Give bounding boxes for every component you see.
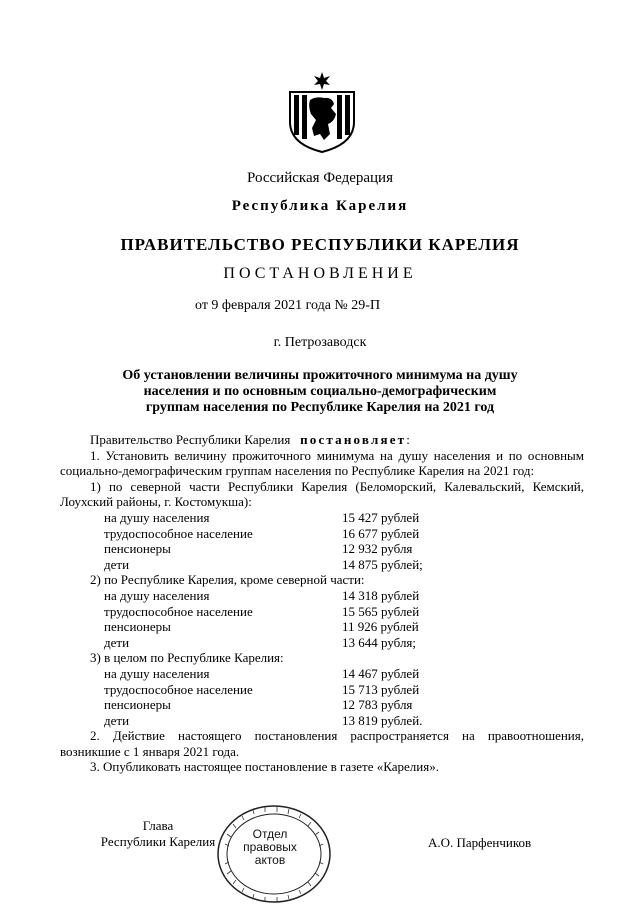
subject-line: группам населения по Республике Карелия на 2021 год xyxy=(145,400,495,415)
section-3-table xyxy=(60,666,584,728)
subject-line: населения и по основным социально-демографическим xyxy=(143,384,497,399)
stamp-line: Отдел xyxy=(252,827,288,841)
row-value: 16 677 рублей xyxy=(342,525,420,541)
signatory-name: А.О. Парфенчиков xyxy=(428,835,532,850)
row-label: пенсионеры xyxy=(104,541,171,557)
coat-of-arms-icon xyxy=(284,70,360,154)
table-row xyxy=(60,526,584,542)
row-label: на душу населения xyxy=(104,509,210,525)
subject-line: Об установлении величины прожиточного минимума на душу xyxy=(122,368,518,383)
row-label: дети xyxy=(104,634,130,650)
table-row xyxy=(60,541,584,557)
row-label: дети xyxy=(104,712,130,728)
signatory-title-line: Глава xyxy=(142,818,174,833)
item-3: 3. Опубликовать настоящее постановление в газете «Карелия». xyxy=(90,759,439,775)
row-value: 15 565 рублей xyxy=(342,603,420,619)
row-label: пенсионеры xyxy=(104,697,171,713)
row-value: 12 783 рубля xyxy=(342,697,413,713)
stamp-text xyxy=(230,828,310,867)
row-label: трудоспособное население xyxy=(104,525,253,541)
table-row xyxy=(60,588,584,604)
row-value: 14 467 рублей xyxy=(342,665,420,681)
signatory-title-line: Республики Карелия xyxy=(100,834,216,849)
row-label: на душу населения xyxy=(104,665,210,681)
table-row xyxy=(60,510,584,526)
table-row xyxy=(60,697,584,713)
city: г. Петрозаводск xyxy=(273,335,367,350)
stamp-line: актов xyxy=(254,853,286,867)
row-value: 15 427 рублей xyxy=(342,509,420,525)
row-value: 13 819 рублей. xyxy=(342,712,423,728)
row-label: на душу населения xyxy=(104,587,210,603)
date-number: от 9 февраля 2021 года № 29-П xyxy=(195,298,381,313)
section-1-title: 1) по северной части Республики Карелия (Беломорский, Калевальский, Кемский, Лоухский районы, г. Костомукша): xyxy=(60,478,584,510)
section-1-table xyxy=(60,510,584,572)
table-row xyxy=(60,666,584,682)
row-value: 12 932 рубля xyxy=(342,541,413,557)
row-label: трудоспособное население xyxy=(104,681,253,697)
table-row xyxy=(60,604,584,620)
section-2-title: 2) по Республике Карелия, кроме северной части: xyxy=(90,572,365,588)
item-2: 2. Действие настоящего постановления распространяется на правоотношения, возникшие с 1 января 2021 года. xyxy=(60,728,584,759)
intro-text: Правительство Республики Карелия xyxy=(90,432,291,447)
republic-name: Республика Карелия xyxy=(231,198,409,214)
row-value: 14 875 рублей; xyxy=(342,556,423,572)
decree-word: постановляет xyxy=(300,432,407,447)
row-label: пенсионеры xyxy=(104,619,171,635)
decree-colon: : xyxy=(406,432,410,447)
row-value: 11 926 рублей xyxy=(342,619,419,635)
government-title: ПРАВИТЕЛЬСТВО РЕСПУБЛИКИ КАРЕЛИЯ xyxy=(120,235,520,254)
table-row xyxy=(60,635,584,651)
row-label: трудоспособное население xyxy=(104,603,253,619)
table-row xyxy=(60,682,584,698)
decree-intro xyxy=(60,432,584,448)
table-row xyxy=(60,557,584,573)
document-type: ПОСТАНОВЛЕНИЕ xyxy=(223,265,417,282)
signatory-title xyxy=(88,818,228,850)
section-3-title: 3) в целом по Республике Карелия: xyxy=(90,650,284,666)
row-value: 14 318 рублей xyxy=(342,587,420,603)
row-value: 13 644 рубля; xyxy=(342,634,417,650)
document-body xyxy=(60,432,584,775)
table-row xyxy=(60,713,584,729)
stamp-line: правовых xyxy=(243,840,297,854)
section-2-table xyxy=(60,588,584,650)
row-value: 15 713 рублей xyxy=(342,681,420,697)
table-row xyxy=(60,619,584,635)
document-subject xyxy=(110,368,530,416)
item-1: 1. Установить величину прожиточного минимума на душу населения и по основным социально-демографическим группам населения по Республике Карелия на 2021 год: xyxy=(60,447,584,479)
country-name: Российская Федерация xyxy=(247,170,393,186)
row-label: дети xyxy=(104,556,130,572)
